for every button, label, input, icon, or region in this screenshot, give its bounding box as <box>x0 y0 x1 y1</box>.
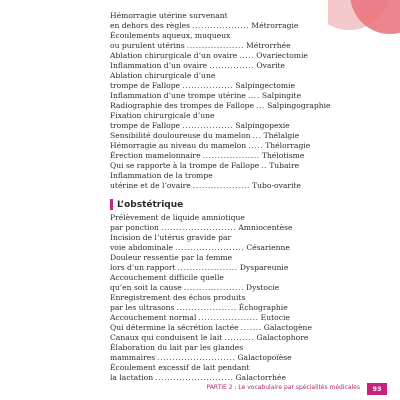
leader-dots: ..... <box>239 51 255 60</box>
glossary-entry <box>110 111 400 131</box>
entry-term-line: Écoulements aqueux, muqueux <box>110 31 231 40</box>
leader-dots: .... <box>247 91 260 100</box>
leader-dots: ................... <box>186 41 244 50</box>
entry-definition: Salpingographie <box>267 101 331 110</box>
glossary-entry <box>110 323 400 333</box>
entry-term-line: qu’en soit la cause <box>110 283 182 292</box>
entry-term-line: trompe de Fallope <box>110 121 181 130</box>
entry-definition: Amniocentèse <box>238 223 293 232</box>
glossary-entry <box>110 101 400 111</box>
glossary-entry <box>110 11 400 31</box>
entry-term-line: mammaires <box>110 353 156 362</box>
entry-term-line: Inflammation d’un ovaire <box>110 61 208 70</box>
leader-dots: ... <box>252 131 262 140</box>
leader-dots: .................... <box>198 313 259 322</box>
entry-term-line: Incision de l’utérus gravide par <box>110 233 232 242</box>
footer-text: PARTIE 2 : Le vocabulaire par spécialités médicales <box>206 384 360 391</box>
page-number: 93 <box>367 383 387 395</box>
entry-definition: Salpingectomie <box>235 81 296 90</box>
entry-term-line: lors d’un rapport <box>110 263 176 272</box>
entry-last-line <box>110 323 400 333</box>
entry-term-line: Érection mamelonnaire <box>110 151 201 160</box>
leader-dots: ..... <box>248 141 264 150</box>
entry-term-line: Ablation chirurgicale d’un ovaire <box>110 51 238 60</box>
entry-definition: Tubaire <box>269 161 300 170</box>
entry-definition: Dyspareunie <box>239 263 289 272</box>
section-heading <box>110 199 400 210</box>
entry-term-line: Enregistrement des échos produits <box>110 293 246 302</box>
entry-term-line: Écoulement excessif de lait pendant <box>110 363 250 372</box>
entry-definition: Métrorragie <box>251 21 299 30</box>
leader-dots: ................... <box>202 151 260 160</box>
entry-last-line <box>110 353 400 363</box>
leader-dots: .................... <box>177 263 238 272</box>
entry-term-line: utérine et de l’ovaire <box>110 181 191 190</box>
leader-dots: .......................... <box>155 373 234 382</box>
entry-last-line <box>110 121 400 131</box>
entry-last-line <box>110 81 400 91</box>
glossary-entry <box>110 131 400 141</box>
entry-last-line <box>110 223 400 233</box>
leader-dots: ................. <box>182 121 234 130</box>
entry-term-line: ou purulent utérins <box>110 41 185 50</box>
entry-last-line <box>110 131 400 141</box>
glossary-entry <box>110 171 400 191</box>
entry-definition: Ovariectomie <box>256 51 308 60</box>
entry-definition: Galactogène <box>263 323 312 332</box>
entry-term-line: Hémorragie au niveau du mamelon <box>110 141 247 150</box>
glossary-entry <box>110 161 400 171</box>
leader-dots: ................. <box>182 81 234 90</box>
page-footer <box>0 383 400 395</box>
entry-last-line <box>110 181 400 191</box>
section-title: L’obstétrique <box>117 199 184 210</box>
glossary-list-gynecology <box>110 11 400 191</box>
entry-term-line: Inflammation de la trompe <box>110 171 213 180</box>
glossary-entry <box>110 31 400 51</box>
entry-term-line: Accouchement difficile quelle <box>110 273 224 282</box>
glossary-entry <box>110 273 400 293</box>
entry-term-line: Sensibilité douloureuse du mamelon <box>110 131 251 140</box>
leader-dots: .......... <box>224 333 255 342</box>
section-accent-bar <box>110 199 113 210</box>
leader-dots: .. <box>261 161 268 170</box>
glossary-entry <box>110 71 400 91</box>
entry-term-line: Douleur ressentie par la femme <box>110 253 233 262</box>
entry-term-line: en dehors des règles <box>110 21 191 30</box>
entry-term-line: Inflammation d’une trompe utérine <box>110 91 246 100</box>
entry-definition: Thélorragie <box>265 141 311 150</box>
entry-definition: Thélalgie <box>263 131 300 140</box>
entry-term-line: par ponction <box>110 223 159 232</box>
entry-definition: Eutocie <box>260 313 290 322</box>
entry-term-line: Ablation chirurgicale d’une <box>110 71 216 80</box>
leader-dots: ....... <box>240 323 262 332</box>
entry-last-line <box>110 313 400 323</box>
entry-definition: Échographie <box>238 303 288 312</box>
glossary-entry <box>110 233 400 253</box>
entry-term-line: Canaux qui conduisent le lait <box>110 333 223 342</box>
glossary-entry <box>110 333 400 343</box>
leader-dots: .................... <box>176 303 237 312</box>
entry-definition: Césarienne <box>246 243 290 252</box>
glossary-content <box>110 11 400 383</box>
entry-last-line <box>110 41 400 51</box>
leader-dots: ................... <box>192 21 250 30</box>
entry-last-line <box>110 303 400 313</box>
entry-term-line: Élaboration du lait par les glandes <box>110 343 244 352</box>
entry-last-line <box>110 101 400 111</box>
leader-dots: ................... <box>192 181 251 190</box>
glossary-entry <box>110 141 400 151</box>
leader-dots: ......................... <box>160 223 237 232</box>
leader-dots: ....................... <box>175 243 245 252</box>
entry-definition: Salpingopexie <box>235 121 290 130</box>
entry-last-line <box>110 51 400 61</box>
glossary-entry <box>110 51 400 61</box>
entry-last-line <box>110 91 400 101</box>
entry-term-line: Accouchement normal <box>110 313 197 322</box>
entry-term-line: Fixation chirurgicale d’une <box>110 111 215 120</box>
entry-definition: Galactophore <box>256 333 309 342</box>
entry-term-line: voie abdominale <box>110 243 173 252</box>
entry-last-line <box>110 21 400 31</box>
entry-term-line: Prélèvement de liquide amniotique <box>110 213 245 222</box>
glossary-entry <box>110 343 400 363</box>
entry-definition: Tubo-ovarite <box>252 181 302 190</box>
entry-term-line: la lactation <box>110 373 154 382</box>
entry-definition: Thélotisme <box>261 151 305 160</box>
glossary-entry <box>110 293 400 313</box>
glossary-entry <box>110 91 400 101</box>
entry-term-line: trompe de Fallope <box>110 81 181 90</box>
entry-last-line <box>110 141 400 151</box>
entry-definition: Galactorrhée <box>235 373 287 382</box>
glossary-entry <box>110 313 400 323</box>
entry-last-line <box>110 263 400 273</box>
leader-dots: ............... <box>209 61 255 70</box>
entry-term-line: Qui se rapporte à la trompe de Fallope <box>110 161 260 170</box>
entry-last-line <box>110 61 400 71</box>
glossary-entry <box>110 363 400 383</box>
entry-definition: Métrorrhée <box>245 41 291 50</box>
glossary-entry <box>110 151 400 161</box>
entry-term-line: par les ultrasons <box>110 303 175 312</box>
entry-last-line <box>110 373 400 383</box>
entry-definition: Dystocie <box>246 283 280 292</box>
glossary-entry <box>110 253 400 273</box>
glossary-entry <box>110 213 400 233</box>
entry-definition: Galactopoïèse <box>237 353 292 362</box>
entry-definition: Salpingite <box>261 91 302 100</box>
glossary-list-obstetrics <box>110 213 400 383</box>
leader-dots: ... <box>256 101 266 110</box>
entry-term-line: Qui détermine la sécrétion lactée <box>110 323 239 332</box>
entry-last-line <box>110 161 400 171</box>
entry-last-line <box>110 151 400 161</box>
leader-dots: .......................... <box>157 353 236 362</box>
entry-last-line <box>110 333 400 343</box>
glossary-entry <box>110 61 400 71</box>
entry-term-line: Hémorragie utérine survenant <box>110 11 228 20</box>
entry-last-line <box>110 283 400 293</box>
entry-definition: Ovarite <box>256 61 286 70</box>
entry-last-line <box>110 243 400 253</box>
entry-term-line: Radiographie des trompes de Fallope <box>110 101 255 110</box>
leader-dots: .................... <box>183 283 245 292</box>
